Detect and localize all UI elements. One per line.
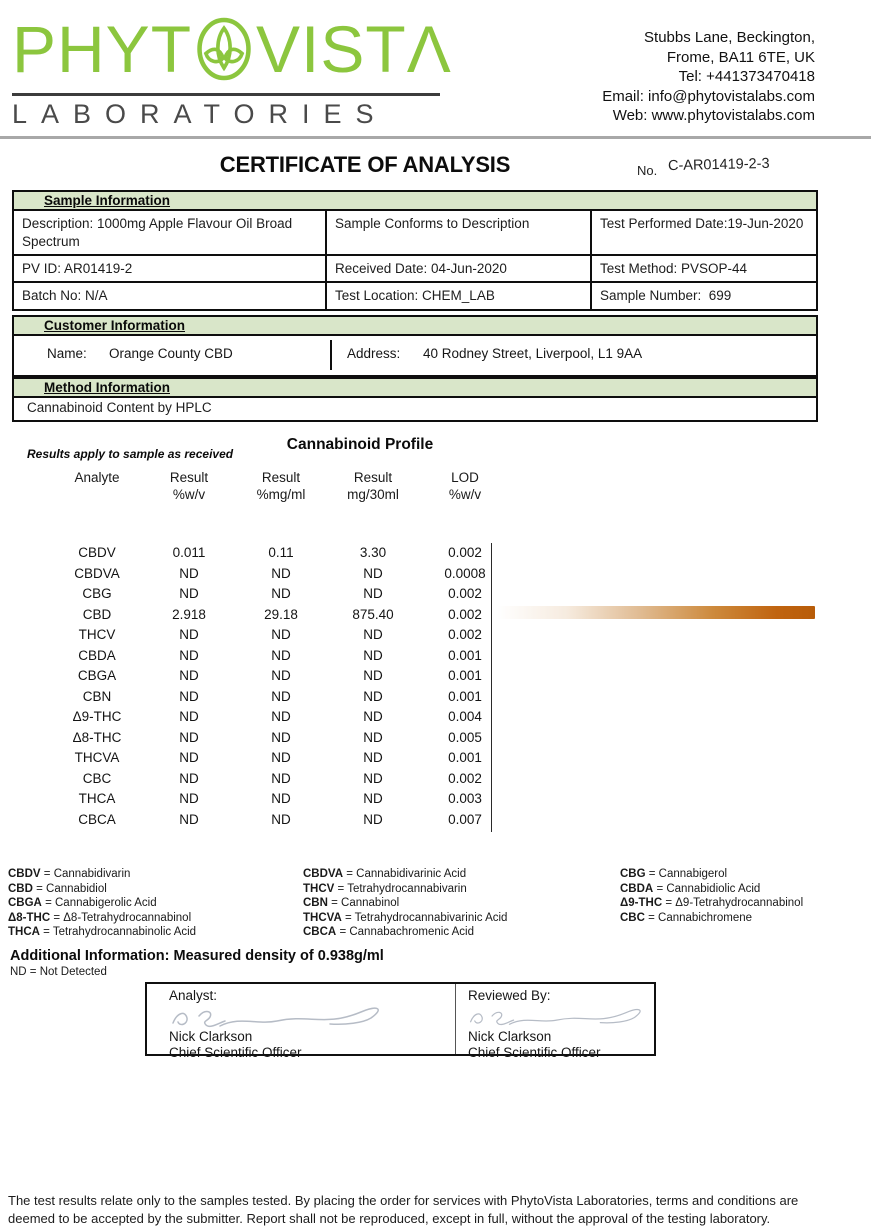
col-result-mgml: Result %mg/ml bbox=[256, 470, 306, 502]
legend-column-2 bbox=[303, 867, 613, 940]
sample-information-header bbox=[14, 192, 816, 211]
test-performed-date-cell: Test Performed Date:19-Jun-2020 bbox=[592, 211, 816, 256]
logo-text-right: VISTΛ bbox=[256, 12, 452, 86]
sample-description-cell: Description: 1000mg Apple Flavour Oil Broad Spectrum bbox=[14, 211, 327, 256]
customer-address-label: Address: bbox=[347, 346, 401, 361]
table-row-cbdva: CBDVA ND ND ND 0.0008 bbox=[74, 565, 486, 581]
table-row-thcva: THCVA ND ND ND 0.001 bbox=[74, 750, 482, 765]
reviewer-name: Nick Clarkson bbox=[468, 1029, 552, 1044]
table-row-cbd: CBD 2.918 29.18 875.40 0.002 bbox=[82, 606, 482, 622]
col-lod: LOD %w/v bbox=[448, 470, 482, 502]
legend-item: Δ8-THC = Δ8-Tetrahydrocannabinol bbox=[8, 911, 192, 924]
table-row-cbc: CBC ND ND ND 0.002 bbox=[82, 770, 482, 786]
table-row-thcv: THCV ND ND ND 0.002 bbox=[78, 627, 482, 642]
customer-information-title: Customer Information bbox=[44, 318, 186, 333]
legend-item: CBDA = Cannabidiolic Acid bbox=[620, 882, 761, 895]
test-location-cell: Test Location: CHEM_LAB bbox=[327, 283, 592, 309]
results-table-right-rule bbox=[491, 543, 492, 832]
col-analyte: Analyte bbox=[74, 470, 120, 485]
table-row-cbda: CBDA ND ND ND 0.001 bbox=[78, 647, 482, 663]
sample-information-section bbox=[12, 190, 818, 311]
footer-line-1: The test results relate only to the samples tested. By placing the order for services with PhytoVista Laboratories, terms and conditions are bbox=[8, 1193, 799, 1208]
customer-information-body bbox=[14, 336, 816, 375]
method-information-section bbox=[12, 377, 818, 422]
legend-item: CBCA = Cannabachromenic Acid bbox=[303, 926, 475, 939]
customer-information-header bbox=[14, 317, 816, 336]
logo-text-left: PHYT bbox=[12, 12, 193, 86]
contact-telephone: Tel: +441373470418 bbox=[678, 68, 815, 85]
legend-item: CBDVA = Cannabidivarinic Acid bbox=[303, 868, 467, 880]
col-result-mg30ml: Result mg/30ml bbox=[347, 470, 399, 502]
test-method-cell: Test Method: PVSOP-44 bbox=[592, 256, 816, 283]
contact-address-line1: Stubbs Lane, Beckington, bbox=[644, 29, 815, 46]
legend-item: CBDV = Cannabidivarin bbox=[8, 868, 131, 880]
results-table-body bbox=[51, 543, 511, 830]
lab-contact-info bbox=[602, 28, 815, 126]
reviewer-column bbox=[455, 984, 658, 1060]
legend-item: CBC = Cannabichromene bbox=[620, 911, 753, 924]
logo-wordmark bbox=[12, 6, 452, 92]
cbd-gradient-bar bbox=[497, 606, 815, 619]
sample-information-table bbox=[14, 211, 816, 309]
sample-conforms-cell: Sample Conforms to Description bbox=[327, 211, 592, 256]
table-row-thca: THCA ND ND ND 0.003 bbox=[78, 791, 482, 806]
reviewer-title: Chief Scientific Officer bbox=[468, 1045, 601, 1060]
table-row-cbn: CBN ND ND ND 0.001 bbox=[82, 688, 482, 704]
additional-information: Additional Information: Measured density of 0.938g/ml bbox=[10, 948, 384, 964]
legend-item: THCVA = Tetrahydrocannabivarinic Acid bbox=[303, 911, 508, 924]
certificate-number: C-AR01419-2-3 bbox=[667, 155, 770, 175]
certificate-no-label: No. bbox=[637, 163, 658, 178]
customer-name-value: Orange County CBD bbox=[109, 346, 233, 361]
batch-no-cell: Batch No: N/A bbox=[14, 283, 327, 309]
results-note: Results apply to sample as received bbox=[27, 447, 234, 461]
customer-address-value: 40 Rodney Street, Liverpool, L1 9AA bbox=[423, 346, 643, 361]
pv-id-cell: PV ID: AR01419-2 bbox=[14, 256, 327, 283]
legend-item: THCA = Tetrahydrocannabinolic Acid bbox=[8, 926, 197, 939]
phytovista-logo bbox=[12, 6, 452, 130]
signature-box bbox=[145, 982, 656, 1060]
col-result-wv: Result %w/v bbox=[169, 470, 209, 502]
analyst-label: Analyst: bbox=[169, 988, 218, 1003]
analyst-name: Nick Clarkson bbox=[169, 1029, 253, 1044]
header-divider bbox=[0, 136, 871, 139]
contact-website: Web: www.phytovistalabs.com bbox=[612, 107, 815, 124]
analyst-title: Chief Scientific Officer bbox=[169, 1045, 302, 1060]
table-row-cbca: CBCA ND ND ND 0.007 bbox=[78, 811, 482, 827]
reviewed-by-label: Reviewed By: bbox=[468, 988, 551, 1003]
method-information-header bbox=[14, 379, 816, 398]
sample-information-title: Sample Information bbox=[44, 193, 171, 208]
results-table-header bbox=[51, 469, 511, 503]
contact-address-line2: Frome, BA11 6TE, UK bbox=[666, 48, 815, 66]
received-date-cell: Received Date: 04-Jun-2020 bbox=[327, 256, 592, 283]
method-name: Cannabinoid Content by HPLC bbox=[27, 400, 212, 415]
legend-item: CBGA = Cannabigerolic Acid bbox=[8, 897, 157, 910]
table-row-cbg: CBG ND ND ND 0.002 bbox=[82, 586, 482, 601]
legend-item: CBN = Cannabinol bbox=[303, 897, 400, 910]
legend-item: CBG = Cannabigerol bbox=[620, 868, 728, 880]
table-row-cbga: CBGA ND ND ND 0.001 bbox=[77, 668, 482, 683]
sample-number-cell: Sample Number: 699 bbox=[600, 288, 732, 303]
legend-item: Δ9-THC = Δ9-Tetrahydrocannabinol bbox=[620, 897, 804, 910]
customer-name-label: Name: bbox=[47, 346, 87, 361]
leaf-icon bbox=[195, 16, 253, 82]
legend-item: CBD = Cannabidiol bbox=[8, 882, 107, 895]
legend-column-3 bbox=[620, 867, 870, 925]
customer-information-section bbox=[12, 315, 818, 377]
table-row-d8thc: Δ8-THC ND ND ND 0.005 bbox=[72, 729, 482, 745]
legend-item: THCV = Tetrahydrocannabivarin bbox=[303, 882, 467, 895]
contact-email: Email: info@phytovistalabs.com bbox=[602, 87, 815, 105]
method-information-title: Method Information bbox=[44, 380, 170, 395]
analyst-column bbox=[147, 984, 455, 1060]
legend-column-1 bbox=[8, 867, 300, 940]
table-row-d9thc: Δ9-THC ND ND ND 0.004 bbox=[72, 709, 482, 724]
cannabinoid-profile-title: Cannabinoid Profile bbox=[286, 436, 434, 453]
logo-divider-line bbox=[12, 93, 440, 96]
certificate-title: CERTIFICATE OF ANALYSIS bbox=[219, 152, 511, 177]
customer-divider bbox=[330, 340, 332, 370]
footer-line-2: deemed to be accepted by the submitter. Report shall not be reproduced, except in full, without the approval of the testing laboratory. bbox=[8, 1210, 771, 1226]
table-row-cbdv: CBDV 0.011 0.11 3.30 0.002 bbox=[78, 545, 482, 560]
nd-definition: ND = Not Detected bbox=[10, 966, 107, 978]
logo-subtitle: LABORATORIES bbox=[12, 99, 388, 129]
footer-disclaimer bbox=[8, 1192, 866, 1227]
